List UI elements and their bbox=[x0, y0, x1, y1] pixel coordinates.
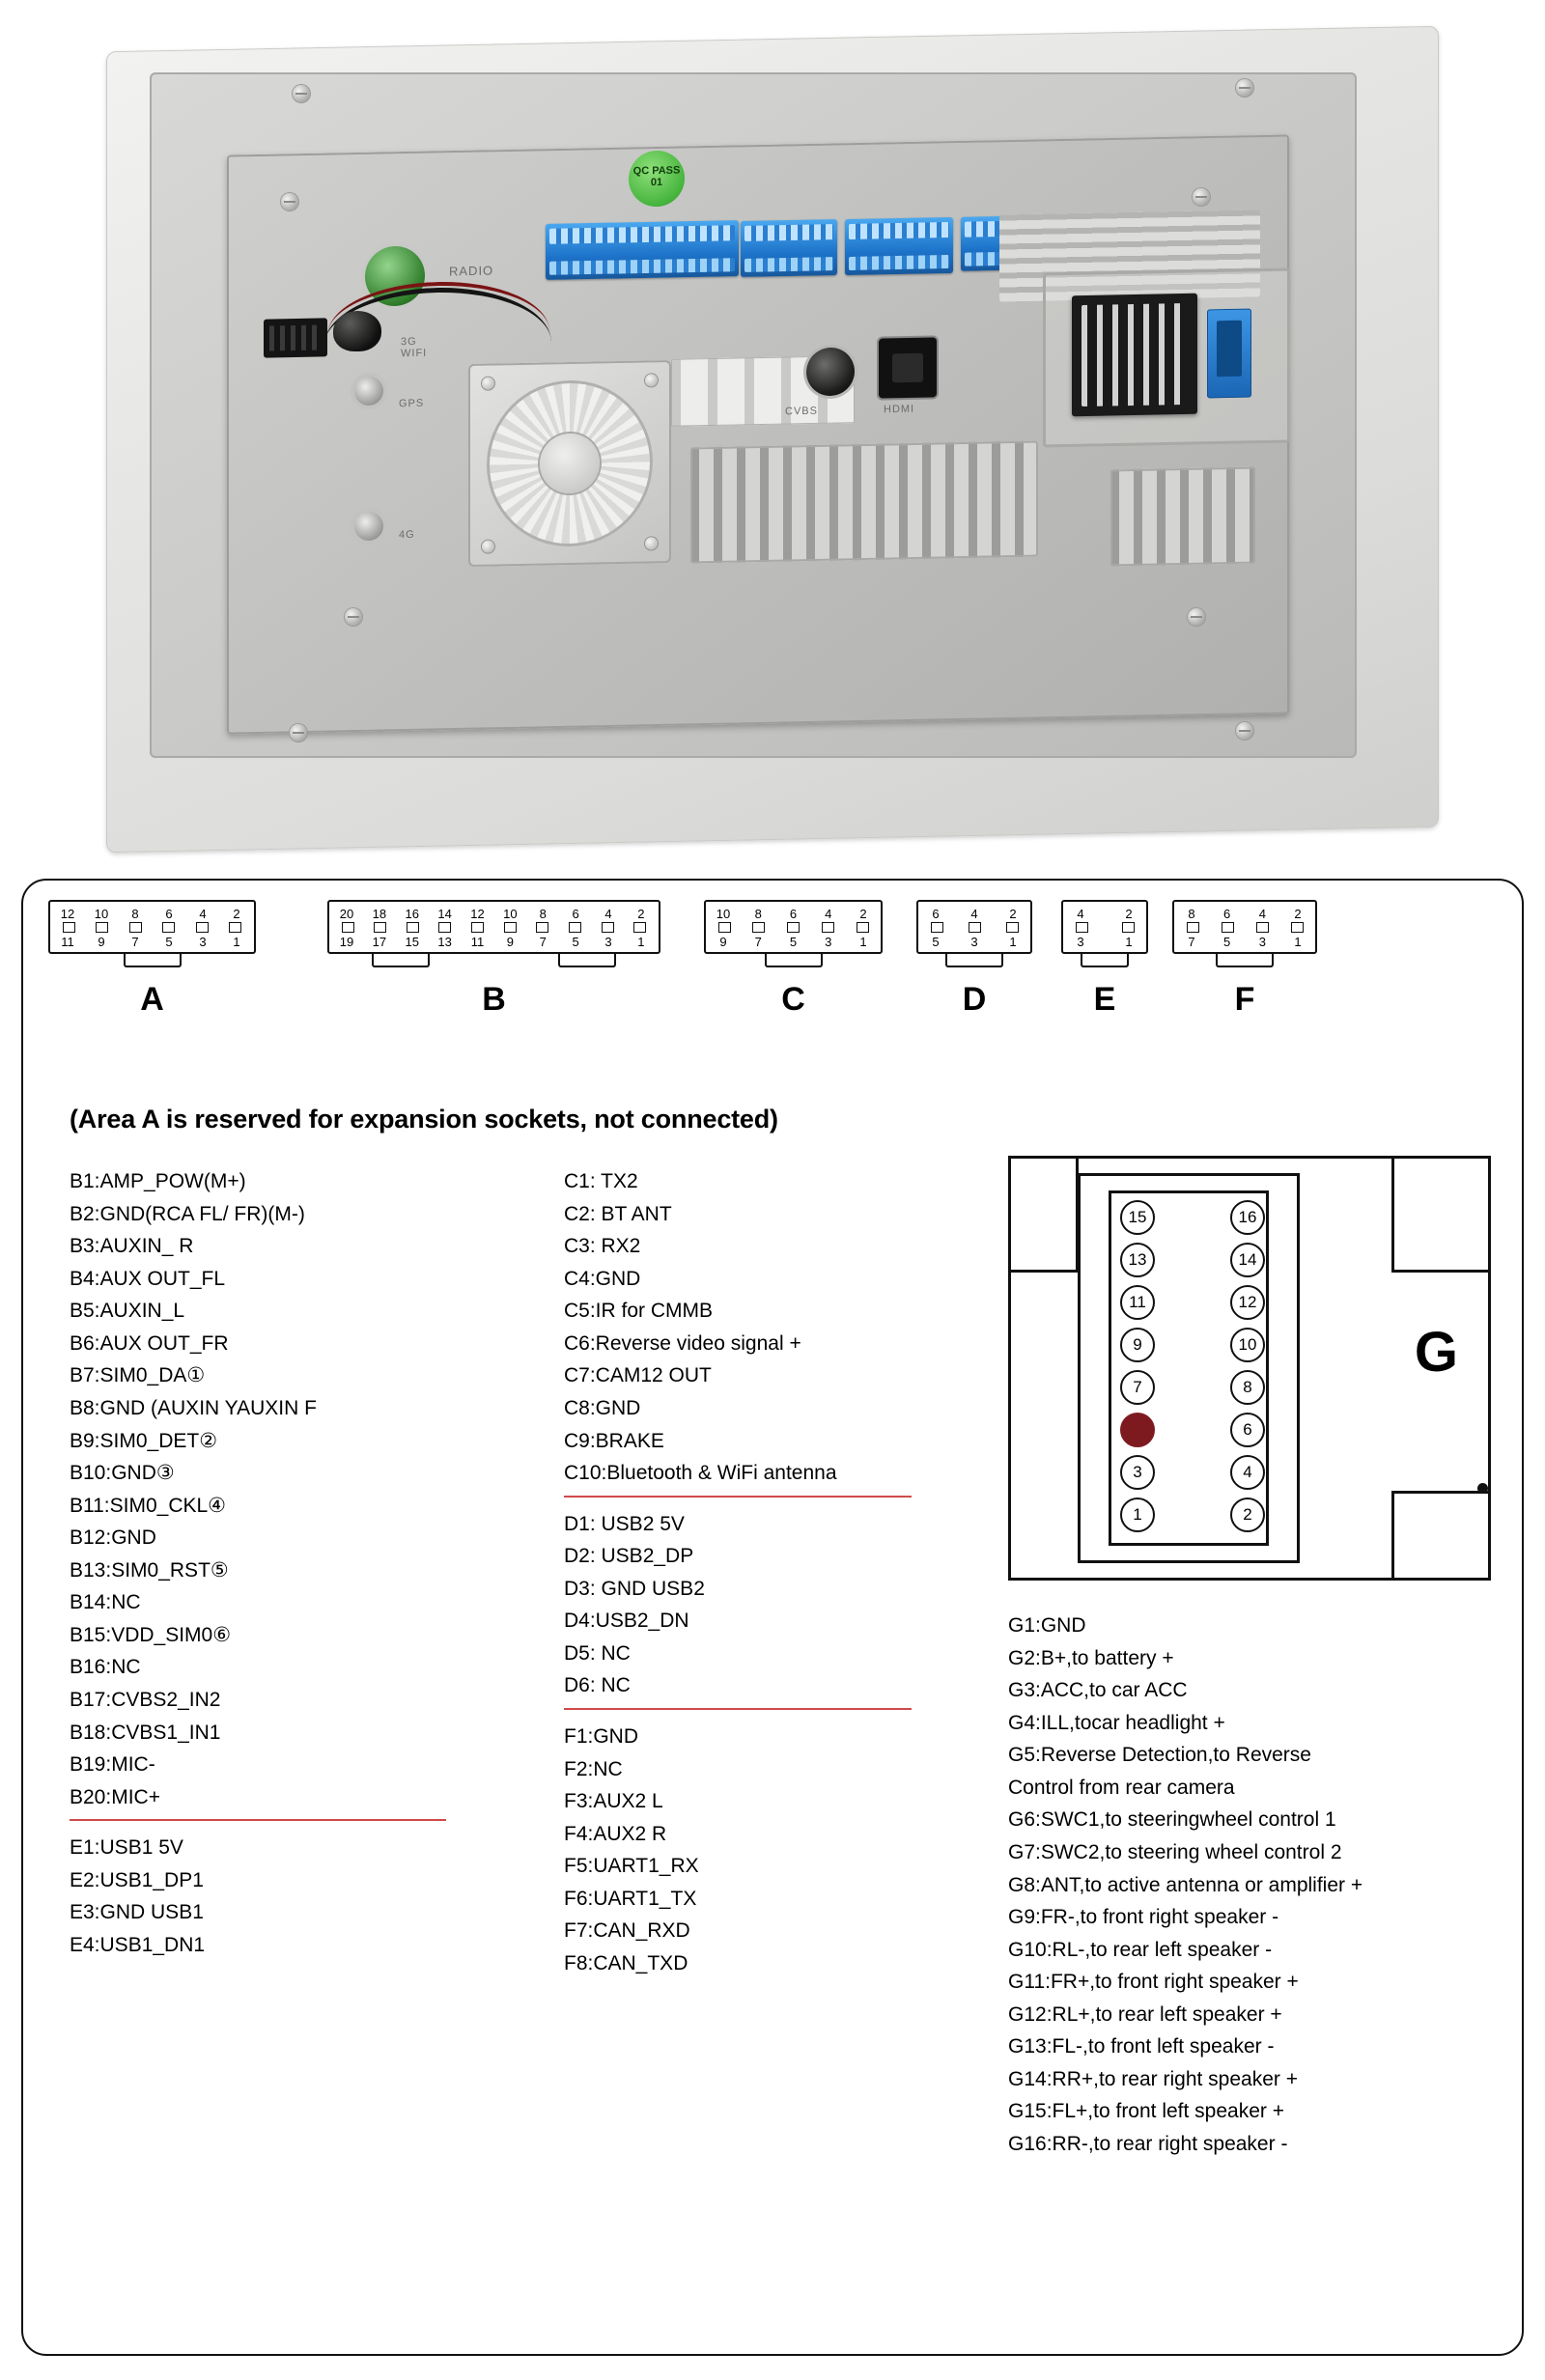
pin-g4: G4:ILL,tocar headlight + bbox=[1008, 1711, 1225, 1734]
connector-a-bottom-nums: 11 9 7 5 3 1 bbox=[61, 935, 240, 949]
pin-b12: B12:GND bbox=[70, 1526, 156, 1550]
g-pin-11: 11 bbox=[1120, 1285, 1155, 1320]
connector-a-top-nums: 12 10 8 6 4 2 bbox=[60, 907, 240, 921]
screw-icon bbox=[281, 193, 298, 210]
pin-f2: F2:NC bbox=[564, 1757, 623, 1780]
label-hdmi: HDMI bbox=[884, 403, 915, 416]
pin-e2: E2:USB1_DP1 bbox=[70, 1868, 204, 1891]
pin-b16: B16:NC bbox=[70, 1656, 141, 1679]
g-pin-12: 12 bbox=[1230, 1285, 1265, 1320]
wire-ferrite bbox=[333, 311, 381, 352]
connector-e-top-nums: 4 2 bbox=[1077, 907, 1133, 921]
pin-b15: B15:VDD_SIM0⑥ bbox=[70, 1623, 232, 1646]
hdmi-port bbox=[879, 337, 937, 398]
g-pin-8: 8 bbox=[1230, 1370, 1265, 1405]
connector-g-pins bbox=[1120, 1200, 1265, 1540]
connector-a-letter: A bbox=[140, 981, 164, 1018]
pin-g1: G1:GND bbox=[1008, 1614, 1086, 1637]
pin-d1: D1: USB2 5V bbox=[564, 1512, 685, 1535]
pin-e1: E1:USB1 5V bbox=[70, 1836, 183, 1860]
pin-c4: C4:GND bbox=[564, 1267, 641, 1290]
pin-g13: G13:FL-,to front left speaker - bbox=[1008, 2035, 1275, 2058]
pin-c10: C10:Bluetooth & WiFi antenna bbox=[564, 1462, 837, 1485]
divider bbox=[70, 1819, 446, 1821]
pin-b17: B17:CVBS2_IN2 bbox=[70, 1689, 221, 1711]
cooling-fan bbox=[468, 360, 671, 567]
connector-f-top-nums: 8 6 4 2 bbox=[1188, 907, 1302, 921]
heatsink-fins-side bbox=[1110, 467, 1255, 567]
pin-f4: F4:AUX2 R bbox=[564, 1822, 667, 1845]
reserved-area-note: (Area A is reserved for expansion sockets, not connected) bbox=[70, 1105, 778, 1134]
screw-icon bbox=[345, 608, 362, 626]
pin-b11: B11:SIM0_CKL④ bbox=[70, 1494, 227, 1517]
connector-g-marker-dot bbox=[1477, 1483, 1488, 1494]
connector-b bbox=[327, 900, 660, 1019]
connector-c-top-nums: 10 8 6 4 2 bbox=[716, 907, 867, 921]
pin-b4: B4:AUX OUT_FL bbox=[70, 1267, 226, 1290]
pin-g8: G8:ANT,to active antenna or amplifier + bbox=[1008, 1873, 1363, 1896]
blue-connector-3 bbox=[845, 217, 953, 275]
qc-pass-sticker: QC PASS 01 bbox=[629, 150, 685, 207]
pin-c8: C8:GND bbox=[564, 1396, 641, 1419]
pin-d5: D5: NC bbox=[564, 1641, 631, 1665]
connector-e-bottom-nums: 3 1 bbox=[1077, 935, 1133, 949]
pin-g16: G16:RR-,to rear right speaker - bbox=[1008, 2133, 1288, 2155]
pin-f7: F7:CAN_RXD bbox=[564, 1919, 690, 1943]
pin-b9: B9:SIM0_DET② bbox=[70, 1429, 218, 1452]
pin-c1: C1: TX2 bbox=[564, 1170, 638, 1192]
screw-icon bbox=[1193, 188, 1210, 206]
connector-c-letter: C bbox=[781, 981, 805, 1018]
pin-b3: B3:AUXIN_ R bbox=[70, 1235, 194, 1258]
connector-d bbox=[916, 900, 1032, 1019]
label-4g: 4G bbox=[399, 528, 415, 542]
connector-d-top-nums: 6 4 2 bbox=[932, 907, 1017, 921]
pin-c2: C2: BT ANT bbox=[564, 1202, 672, 1225]
pin-b1: B1:AMP_POW(M+) bbox=[70, 1170, 246, 1192]
connector-f bbox=[1172, 900, 1317, 1019]
connector-d-bottom-nums: 5 3 1 bbox=[932, 935, 1017, 949]
g-pin-1: 1 bbox=[1120, 1498, 1155, 1532]
connector-a bbox=[48, 900, 256, 1019]
pin-b19: B19:MIC- bbox=[70, 1753, 155, 1777]
pin-b20: B20:MIC+ bbox=[70, 1785, 160, 1808]
g-pin-15: 15 bbox=[1120, 1200, 1155, 1235]
blue-connector-2 bbox=[741, 219, 837, 277]
pin-b13: B13:SIM0_RST⑤ bbox=[70, 1558, 229, 1582]
connector-e-letter: E bbox=[1093, 981, 1116, 1018]
pin-f3: F3:AUX2 L bbox=[564, 1790, 663, 1813]
heatsink-fins-main bbox=[690, 441, 1038, 564]
pin-c6: C6:Reverse video signal + bbox=[564, 1331, 801, 1355]
pin-g6: G6:SWC1,to steeringwheel control 1 bbox=[1008, 1808, 1336, 1832]
pin-g12: G12:RL+,to rear left speaker + bbox=[1008, 2002, 1282, 2026]
g-pin-9: 9 bbox=[1120, 1328, 1155, 1362]
label-gps: GPS bbox=[399, 397, 425, 410]
pin-g5-cont: Control from rear camera bbox=[1008, 1776, 1235, 1799]
divider bbox=[564, 1496, 912, 1498]
pin-e3: E3:GND USB1 bbox=[70, 1901, 204, 1924]
g-pin-4: 4 bbox=[1230, 1455, 1265, 1490]
pin-d2: D2: USB2_DP bbox=[564, 1545, 694, 1568]
connector-f-letter: F bbox=[1234, 981, 1255, 1018]
g-pin-10: 10 bbox=[1230, 1328, 1265, 1362]
g-pin-6: 6 bbox=[1230, 1413, 1265, 1447]
screw-icon bbox=[290, 724, 307, 742]
pinout-diagram-panel bbox=[21, 879, 1524, 2356]
pin-c5: C5:IR for CMMB bbox=[564, 1300, 714, 1323]
pin-b8: B8:GND (AUXIN YAUXIN F bbox=[70, 1396, 317, 1419]
pin-d4: D4:USB2_DN bbox=[564, 1610, 689, 1633]
pin-f6: F6:UART1_TX bbox=[564, 1887, 697, 1910]
pin-e4: E4:USB1_DN1 bbox=[70, 1933, 206, 1956]
pin-g15: G15:FL+,to front left speaker + bbox=[1008, 2100, 1284, 2123]
g-pin-7: 7 bbox=[1120, 1370, 1155, 1405]
pin-b2: B2:GND(RCA FL/ FR)(M-) bbox=[70, 1202, 305, 1225]
connector-f-bottom-nums: 7 5 3 1 bbox=[1188, 935, 1302, 949]
connector-c-bottom-nums: 9 7 5 3 1 bbox=[719, 935, 867, 949]
pin-b14: B14:NC bbox=[70, 1591, 141, 1614]
connector-b-top-nums: 20 18 16 14 12 10 8 6 4 2 bbox=[339, 907, 645, 921]
connector-b-bottom-nums: 19 17 15 13 11 9 7 5 3 1 bbox=[339, 935, 645, 949]
g-pin-5-highlighted: 5 bbox=[1120, 1413, 1155, 1447]
pinout-column-c-d-f bbox=[564, 1170, 912, 1985]
pin-b7: B7:SIM0_DA① bbox=[70, 1364, 206, 1387]
pinout-column-g bbox=[1008, 1614, 1510, 2166]
pin-g7: G7:SWC2,to steering wheel control 2 bbox=[1008, 1840, 1342, 1863]
pin-c9: C9:BRAKE bbox=[564, 1429, 664, 1452]
connector-d-letter: D bbox=[962, 981, 987, 1018]
connector-g-letter: G bbox=[1414, 1321, 1458, 1384]
pin-f8: F8:CAN_TXD bbox=[564, 1951, 688, 1974]
pin-b10: B10:GND③ bbox=[70, 1462, 175, 1485]
device-rear-photo bbox=[92, 29, 1453, 854]
blue-connector-1 bbox=[546, 220, 739, 280]
pin-f5: F5:UART1_RX bbox=[564, 1855, 699, 1878]
pin-c7: C7:CAM12 OUT bbox=[564, 1364, 712, 1387]
divider bbox=[564, 1708, 912, 1710]
label-3g-wifi: 3G WIFI bbox=[401, 335, 428, 360]
g-pin-14: 14 bbox=[1230, 1243, 1265, 1277]
pin-b6: B6:AUX OUT_FR bbox=[70, 1331, 229, 1355]
connector-row bbox=[23, 900, 1522, 1074]
label-radio: RADIO bbox=[449, 263, 494, 279]
screw-icon bbox=[1188, 608, 1205, 626]
pin-g2: G2:B+,to battery + bbox=[1008, 1646, 1174, 1669]
pin-g11: G11:FR+,to front right speaker + bbox=[1008, 1971, 1299, 1994]
screw-icon bbox=[1236, 722, 1253, 740]
g-pin-2: 2 bbox=[1230, 1498, 1265, 1532]
pin-b18: B18:CVBS1_IN1 bbox=[70, 1721, 221, 1744]
blue-card-port bbox=[1207, 309, 1251, 399]
connector-e bbox=[1061, 900, 1148, 1019]
pin-f1: F1:GND bbox=[564, 1725, 639, 1748]
pin-g14: G14:RR+,to rear right speaker + bbox=[1008, 2067, 1298, 2090]
pin-d6: D6: NC bbox=[564, 1674, 631, 1697]
wire-plug bbox=[264, 318, 327, 357]
pin-d3: D3: GND USB2 bbox=[564, 1577, 705, 1600]
pin-g10: G10:RL-,to rear left speaker - bbox=[1008, 1938, 1273, 1961]
pinout-column-b-e bbox=[70, 1170, 446, 1967]
pin-g5: G5:Reverse Detection,to Reverse bbox=[1008, 1744, 1311, 1767]
pin-g3: G3:ACC,to car ACC bbox=[1008, 1679, 1188, 1702]
pin-c3: C3: RX2 bbox=[564, 1235, 641, 1258]
connector-c bbox=[704, 900, 883, 1019]
label-cvbs: CVBS bbox=[785, 405, 818, 418]
g-pin-16: 16 bbox=[1230, 1200, 1265, 1235]
connector-b-letter: B bbox=[482, 981, 506, 1018]
g-pin-13: 13 bbox=[1120, 1243, 1155, 1277]
g-pin-3: 3 bbox=[1120, 1455, 1155, 1490]
screw-icon bbox=[293, 85, 310, 102]
screw-icon bbox=[1236, 79, 1253, 97]
connector-g-drawing bbox=[1008, 1156, 1491, 1581]
pin-b5: B5:AUXIN_L bbox=[70, 1300, 185, 1323]
black-pin-header bbox=[1072, 294, 1197, 416]
pin-g9: G9:FR-,to front right speaker - bbox=[1008, 1906, 1279, 1929]
